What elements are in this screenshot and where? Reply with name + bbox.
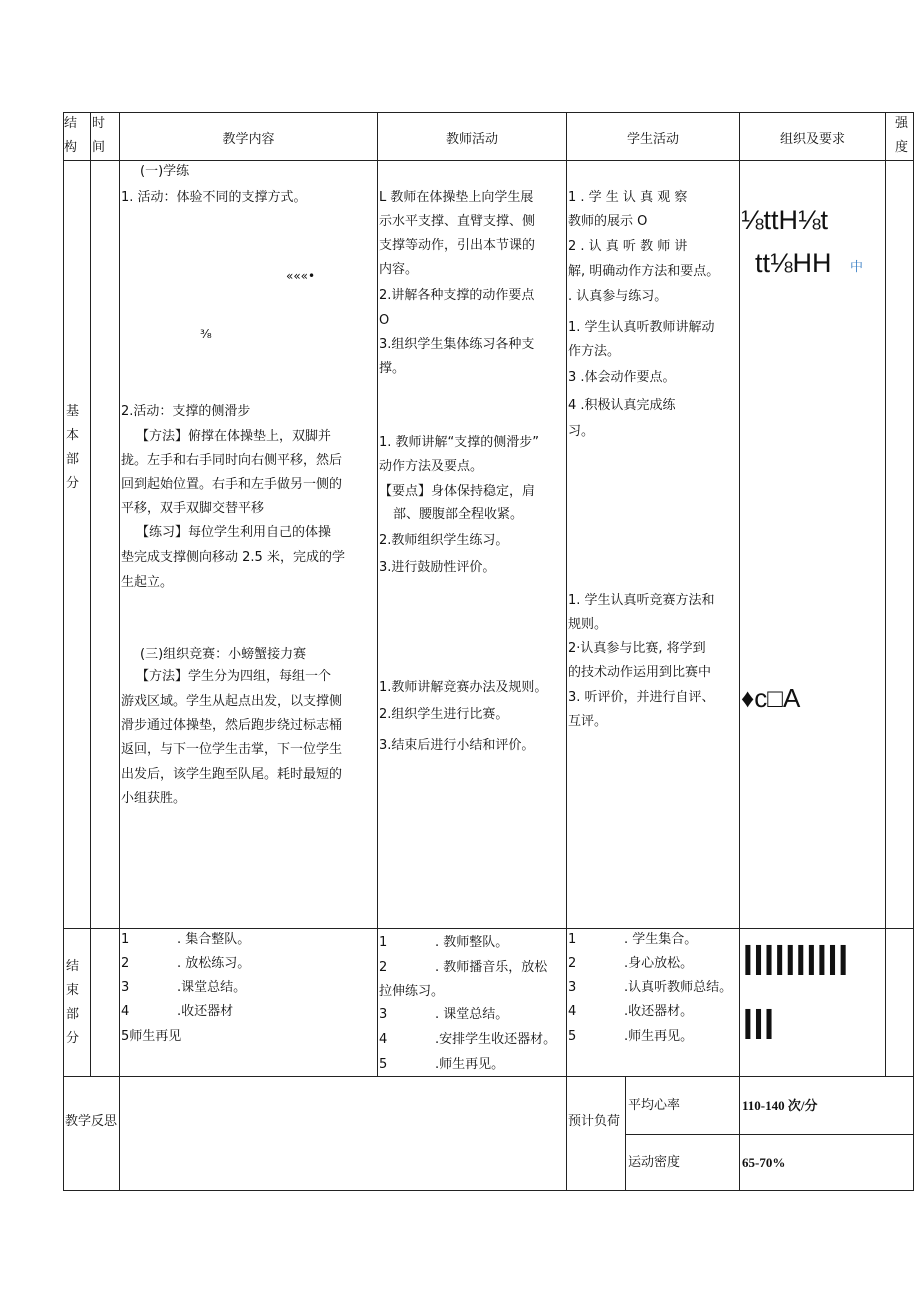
expected-load-label: 预计负荷: [568, 1114, 621, 1129]
text-line: 内容。: [379, 262, 419, 277]
grid-line-load-split: [625, 1076, 626, 1191]
text-line: 2.组织学生进行比赛。: [379, 707, 509, 722]
text-line: 的技术动作运用到比赛中: [568, 665, 712, 680]
header-time: 时间: [92, 116, 106, 155]
grid-line-load-middle: [625, 1134, 914, 1135]
text-line: 支撑等动作，引出本节课的: [379, 238, 536, 253]
list-item: 拉伸练习。: [379, 984, 445, 999]
text-line: 游戏区域。学生从起点出发，以支撑侧: [121, 694, 343, 709]
text-line: 1 . 学 生 认 真 观 察: [568, 190, 688, 205]
grid-line-col3: [377, 112, 378, 1077]
competition-diagram-symbol: [741, 683, 800, 714]
end-formation-diagram-line-1: IIIIIIIIII: [743, 936, 849, 985]
text-line: 教师的展示 O: [568, 214, 648, 229]
text-line: 部、腰腹部全程收紧。: [393, 507, 524, 522]
grid-line-col5: [739, 112, 740, 1077]
text-line: 2 . 认 真 听 教 师 讲: [568, 239, 688, 254]
text-line: 【方法】俯撑在体操垫上，双脚并: [136, 429, 332, 444]
list-item: 1 . 学生集合。: [568, 932, 698, 947]
grid-line-col4: [566, 112, 567, 1191]
text-line: 出发后，该学生跑至队尾。耗时最短的: [121, 767, 343, 782]
list-item: 4 .收还器材: [121, 1004, 234, 1019]
text-line: . 认真参与练习。: [568, 289, 668, 304]
text-line: 撑。: [379, 361, 406, 376]
grid-line-bottom: [63, 1190, 914, 1191]
grid-line-col1: [90, 112, 91, 1077]
header-intensity: 强度: [895, 116, 909, 155]
text-line: 3.结束后进行小结和评价。: [379, 738, 535, 753]
list-item: 3 .认真听教师总结。: [568, 980, 733, 995]
text-line: 3. 听评价，并进行自评、: [568, 690, 715, 705]
text-line: 2·认真参与比赛, 将学到: [568, 641, 706, 656]
header-student: 学生活动: [626, 132, 679, 147]
header-organization: 组织及要求: [779, 132, 845, 147]
text-line: 拢。左手和右手同时向右侧平移，然后: [121, 453, 343, 468]
list-item: 1 . 教师整队。: [379, 935, 509, 950]
diamond-icon: ♦c□A: [741, 683, 801, 713]
text-line: 回到起始位置。右手和左手做另一侧的: [121, 477, 343, 492]
basic-subtitle-practice: (一)学练: [140, 164, 190, 179]
header-content: 教学内容: [222, 132, 275, 147]
basic-garble-2: ³⁄₈: [200, 327, 212, 341]
grid-line-col2: [119, 112, 120, 1191]
text-line: 动作方法及要点。: [379, 459, 484, 474]
formation-diagram-line-1: ⅛ttH⅛t: [741, 205, 829, 235]
text-line: 习。: [568, 424, 595, 439]
text-line: 2.讲解各种支撑的动作要点: [379, 288, 535, 303]
list-item: 1 . 集合整队。: [121, 932, 251, 947]
list-item: 3 .课堂总结。: [121, 980, 247, 995]
text-line: 平移，双手双脚交替平移: [121, 501, 265, 516]
text-line: 【方法】学生分为四组，每组一个: [136, 669, 332, 684]
text-line: 3 .体会动作要点。: [568, 370, 676, 385]
basic-activity-1: 1. 活动：体验不同的支撑方式。: [121, 190, 307, 205]
end-section-label: 结束部分: [66, 959, 80, 1046]
text-line: 1.教师讲解竞赛办法及规则。: [379, 680, 548, 695]
list-item: 5师生再见: [121, 1029, 182, 1044]
list-item: 2 . 教师播音乐，放松: [379, 960, 548, 975]
basic-garble-1: «««•: [286, 269, 316, 283]
text-line: 1. 学生认真听教师讲解动: [568, 320, 715, 335]
heart-rate-value: 110-140 次/分: [742, 1098, 818, 1113]
list-item: 2 . 放松练习。: [121, 956, 251, 971]
end-formation-diagram-line-2: III: [743, 1000, 775, 1049]
text-line: L 教师在体操垫上向学生展: [379, 190, 534, 205]
list-item: 5 .师生再见。: [379, 1057, 505, 1072]
text-line: 解, 明确动作方法和要点。: [568, 264, 720, 279]
list-item: 3 . 课堂总结。: [379, 1007, 509, 1022]
grid-line-col6: [885, 112, 886, 1077]
basic-section-label: 基本部分: [66, 404, 80, 491]
exercise-density-value: 65-70%: [742, 1155, 786, 1170]
text-line: 1. 教师讲解“支撑的侧滑步”: [379, 435, 540, 450]
text-line: 【练习】每位学生利用自己的体操: [136, 525, 332, 540]
grid-line-top: [63, 112, 914, 113]
text-line: 3.组织学生集体练习各种支: [379, 337, 535, 352]
text-line: 【要点】身体保持稳定，肩: [379, 484, 536, 499]
grid-line-value-split: [739, 1076, 740, 1191]
basic-competition-title: (三)组织竞赛：小螃蟹接力赛: [140, 647, 307, 662]
text-line: 返回，与下一位学生击掌，下一位学生: [121, 742, 343, 757]
text-line: 规则。: [568, 617, 608, 632]
text-line: O: [379, 313, 390, 328]
text-line: 1. 学生认真听竞赛方法和: [568, 593, 715, 608]
text-line: 示水平支撑、直臂支撑、侧: [379, 214, 536, 229]
heart-rate-label: 平均心率: [628, 1098, 681, 1113]
header-structure: 结构: [64, 116, 78, 155]
list-item: 4 .收还器材。: [568, 1004, 694, 1019]
grid-line-right: [913, 112, 914, 1191]
text-line: 作方法。: [568, 344, 621, 359]
text-line: 滑步通过体操垫，然后跑步绕过标志桶: [121, 718, 343, 733]
list-item: 2 .身心放松。: [568, 956, 694, 971]
formation-diagram-small-mark: 中: [850, 260, 864, 275]
text-line: 小组获胜。: [121, 791, 187, 806]
text-line: 生起立。: [121, 575, 174, 590]
text-line: 3.进行鼓励性评价。: [379, 560, 496, 575]
text-line: 互评。: [568, 714, 608, 729]
exercise-density-label: 运动密度: [628, 1155, 681, 1170]
list-item: 4 .安排学生收还器材。: [379, 1032, 557, 1047]
reflection-label: 教学反思: [65, 1114, 118, 1129]
list-item: 5 .师生再见。: [568, 1029, 694, 1044]
text-line: 2.教师组织学生练习。: [379, 533, 509, 548]
grid-line-left: [63, 112, 64, 1191]
basic-activity-2: 2.活动：支撑的侧滑步: [121, 404, 251, 419]
grid-line-header-bottom: [63, 160, 914, 161]
text-line: 垫完成支撑侧向移动 2.5 米，完成的学: [121, 550, 345, 565]
header-teacher: 教师活动: [445, 132, 498, 147]
formation-diagram-line-2: tt⅛HH: [755, 248, 832, 278]
text-line: 4 .积极认真完成练: [568, 398, 676, 413]
